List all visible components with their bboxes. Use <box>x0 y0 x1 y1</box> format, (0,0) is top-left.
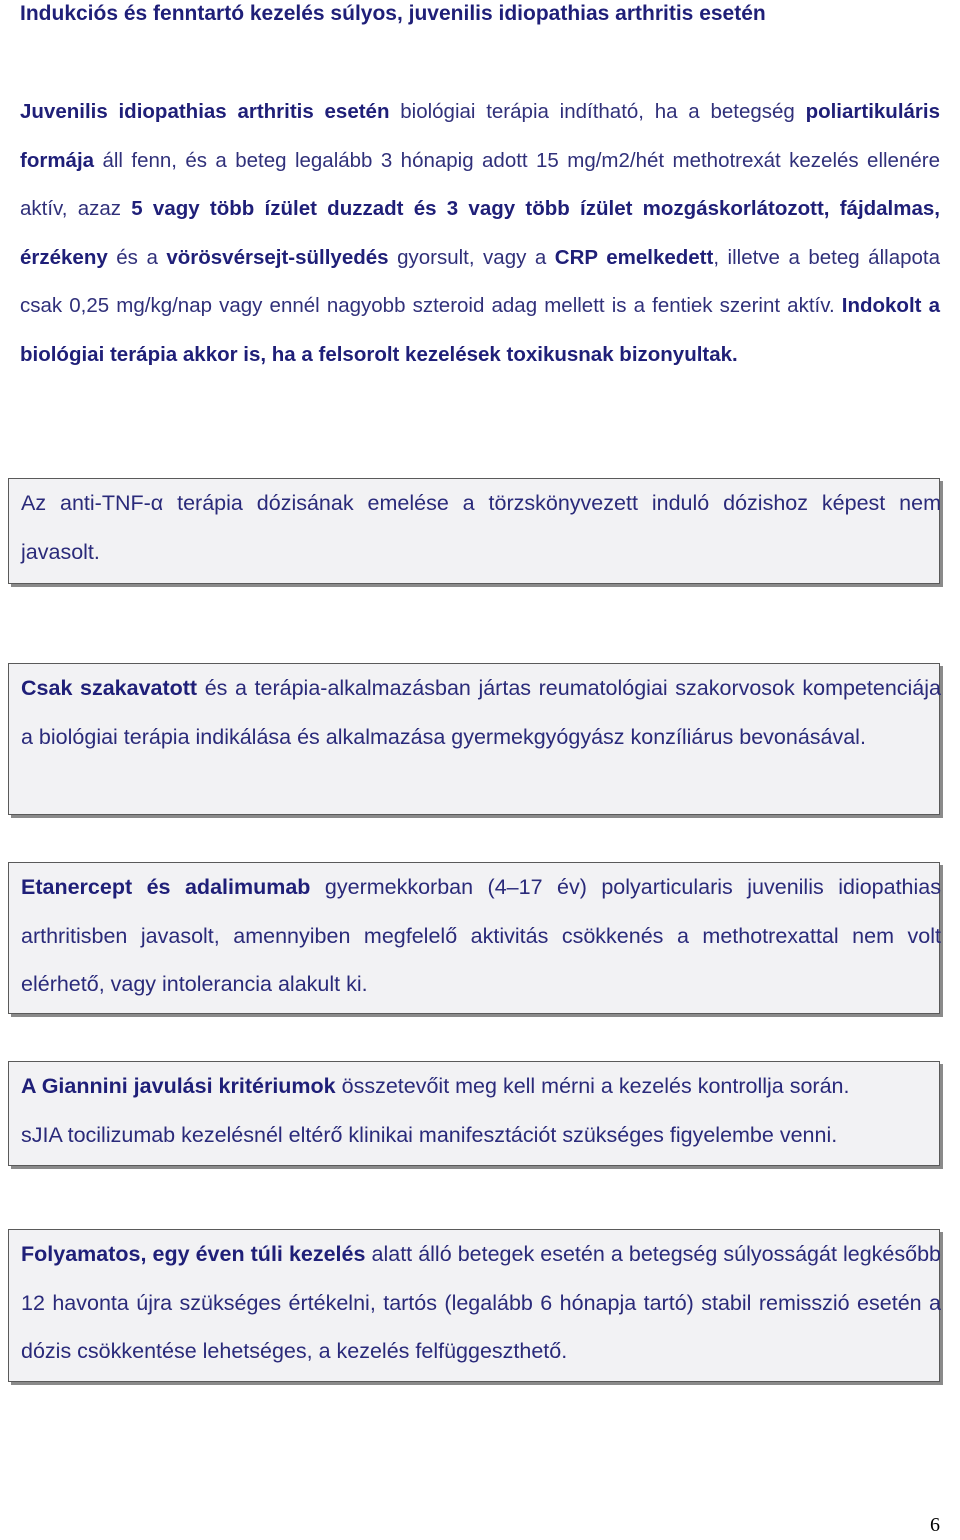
page-number: 6 <box>930 1514 940 1536</box>
intro-bold-6: Indokolt a biológiai terápia akkor is, ha a felsorolt kezelések toxikusnak bizonyultak. <box>20 294 940 366</box>
callout-bold: Csak szakavatott <box>21 676 198 700</box>
callout-text-line2: sJIA tocilizumab kezelésnél eltérő klinikai manifesztációt szükséges figyelembe venni. <box>21 1122 838 1147</box>
callout-box-continuous-treatment <box>8 1229 940 1382</box>
callout-text: összetevőit meg kell mérni a kezelés kontrollja során. <box>335 1074 850 1098</box>
intro-text-1: biológiai terápia indítható, ha a betegség <box>389 100 806 123</box>
callout-bold: A Giannini javulási kritériumok <box>21 1074 336 1098</box>
intro-bold-5: CRP emelkedett <box>554 245 714 269</box>
callout-text: alatt álló betegek esetén a betegség súlyosságát legkésőbb 12 havonta újra szükséges értékelni, tartós (legalább 6 hónapja tartó) stabil remisszió esetén a dózis csökkentése lehetséges, a kezelés felfüggeszthető. <box>21 1242 941 1363</box>
intro-bold-2: poliartikuláris formája <box>20 100 940 172</box>
intro-bold-1: Juvenilis idiopathias arthritis esetén <box>20 100 390 123</box>
callout-bold: Etanercept és adalimumab <box>21 875 311 899</box>
intro-paragraph <box>20 88 940 379</box>
callout-box-giannini <box>8 1061 940 1166</box>
intro-text-5: , illetve a beteg állapota csak 0,25 mg/kg/nap vagy ennél nagyobb szteroid adag mellett is a fentiek szerint aktív. <box>20 245 940 317</box>
intro-text-2: áll fenn, és a beteg legalább 3 hónapig adott 15 mg/m2/hét methotrexát kezelés ellenére aktív, azaz <box>20 148 940 220</box>
intro-bold-4: vörösvérsejt-süllyedés <box>166 245 389 269</box>
callout-box-dose <box>8 478 940 584</box>
callout-text: és a terápia-alkalmazásban jártas reumatológiai szakorvosok kompetenciája a biológiai terápia indikálása és alkalmazása gyermekgyógyász konzíliárus bevonásával. <box>21 676 941 749</box>
callout-box-competence <box>8 663 940 815</box>
callout-bold: Folyamatos, egy éven túli kezelés <box>21 1242 366 1266</box>
callout-box-etanercept <box>8 862 940 1014</box>
intro-text-4: gyorsult, vagy a <box>388 245 555 269</box>
section-heading: Indukciós és fenntartó kezelés súlyos, juvenilis idiopathias arthritis esetén <box>20 2 766 25</box>
callout-text: gyermekkorban (4–17 év) polyarticularis juvenilis idiopathias arthritisben javasolt, amennyiben megfelelő aktivitás csökkenés a methotrexattal nem volt elérhető, vagy intolerancia alakult ki. <box>21 875 942 996</box>
intro-text-3: és a <box>107 245 167 269</box>
callout-text: Az anti-TNF-α terápia dózisának emelése a törzskönyvezett induló dózishoz képest nem javasolt. <box>21 491 941 564</box>
intro-bold-3: 5 vagy több ízület duzzadt és 3 vagy több ízület mozgáskorlátozott, fájdalmas, érzékeny <box>20 197 940 269</box>
